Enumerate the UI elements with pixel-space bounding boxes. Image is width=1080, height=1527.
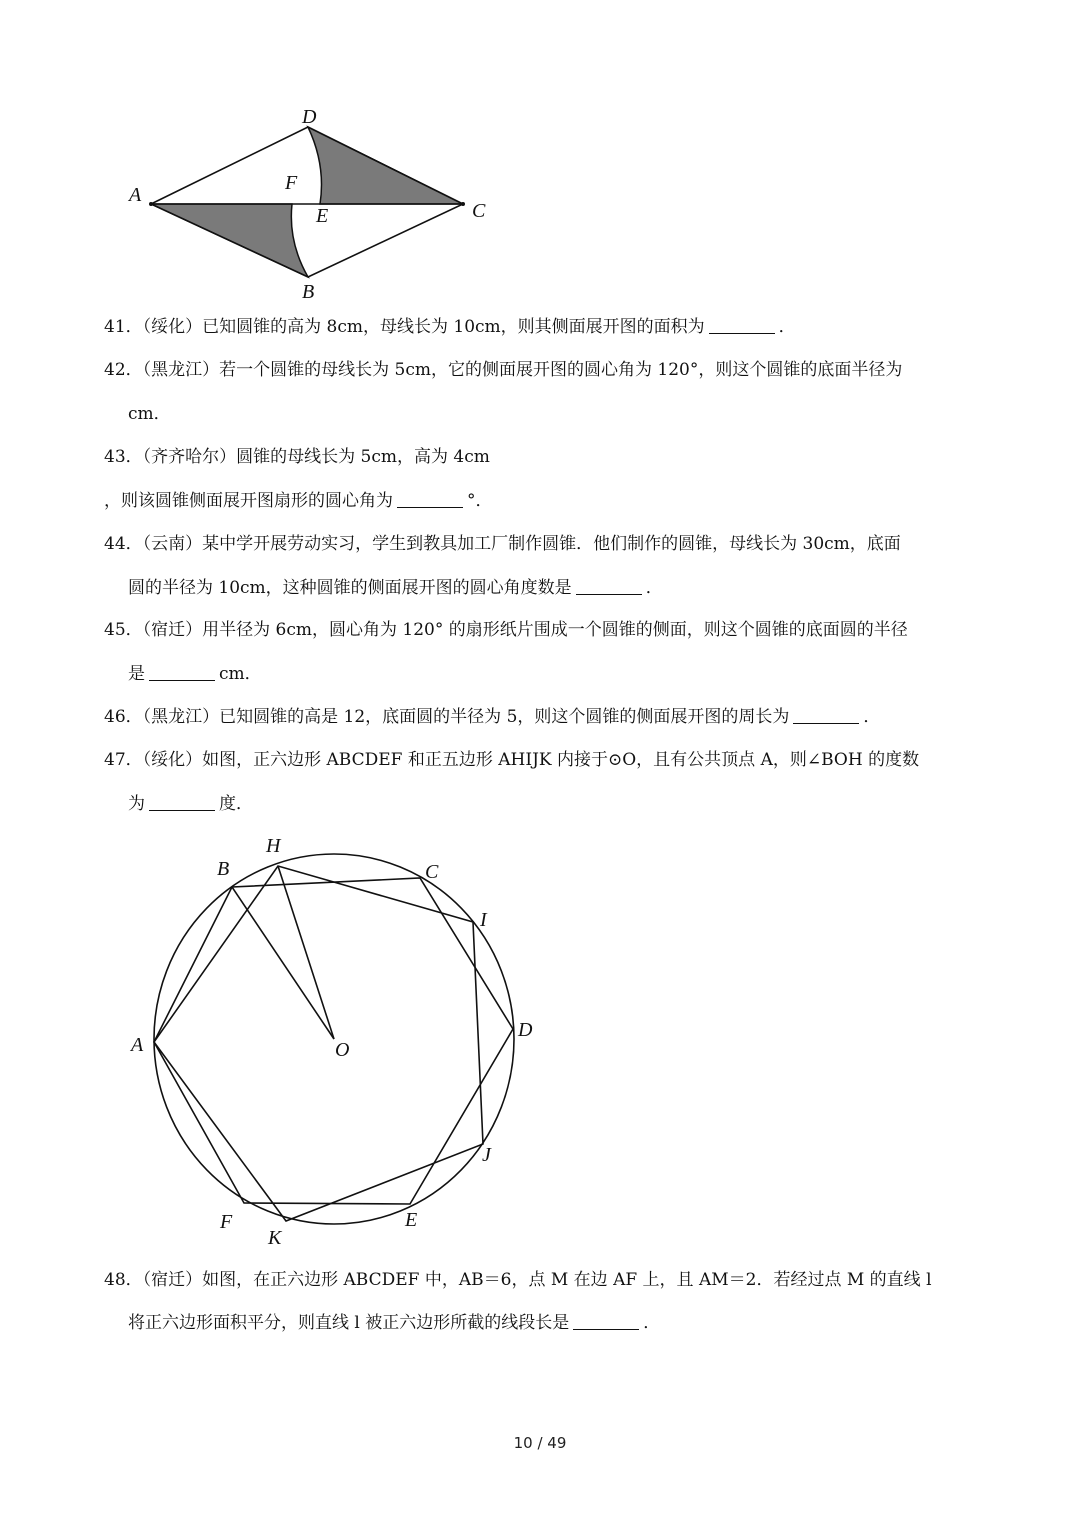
question-48-cont <box>128 1311 660 1335</box>
label-o: O <box>335 1039 350 1061</box>
q41-text: 41．（绥化）已知圆锥的高为 8cm，母线长为 10cm，则其侧面展开图的面积为 <box>104 317 705 337</box>
question-45: 45．（宿迁）用半径为 6cm，圆心角为 120° 的扇形纸片围成一个圆锥的侧面，则这个圆锥的底面圆的半径 <box>104 620 908 640</box>
label-e2: E <box>405 1209 418 1231</box>
segment-bo <box>232 887 334 1039</box>
label-b: B <box>302 281 315 303</box>
question-44: 44．（云南）某中学开展劳动实习，学生到教具加工厂制作圆锥．他们制作的圆锥，母线长为 30cm，底面 <box>104 534 901 554</box>
q45-end: cm． <box>219 664 262 684</box>
label-e: E <box>316 205 329 227</box>
q46-text: 46．（黑龙江）已知圆锥的高是 12，底面圆的半径为 5，则这个圆锥的侧面展开图的周长为 <box>104 707 790 727</box>
q48-end: ． <box>643 1313 661 1333</box>
question-47: 47．（绥化）如图，正六边形 ABCDEF 和正五边形 AHIJK 内接于⊙O，且有公共顶点 A，则∠BOH 的度数 <box>104 750 920 770</box>
circle-polygon-figure <box>120 828 550 1253</box>
label-c2: C <box>425 861 439 883</box>
question-47-cont <box>128 792 253 816</box>
q47-text: 为 <box>128 794 145 814</box>
question-41 <box>104 315 796 339</box>
label-b2: B <box>217 858 230 880</box>
question-45-cont <box>128 662 262 686</box>
label-d: D <box>302 106 317 128</box>
pentagon-ahijk <box>154 866 483 1221</box>
q43-answer-blank <box>397 491 463 508</box>
label-a2: A <box>131 1034 144 1056</box>
q44-text: 圆的半径为 10cm，这种圆锥的侧面展开图的圆心角度数是 <box>128 578 572 598</box>
question-42-cont: cm． <box>128 404 171 424</box>
label-j: J <box>482 1144 491 1166</box>
q41-end: ． <box>778 317 796 337</box>
question-43-cont <box>104 489 493 513</box>
label-c: C <box>472 200 486 222</box>
segment-ho <box>278 866 334 1039</box>
q46-end: ． <box>863 707 881 727</box>
q48-text: 将正六边形面积平分，则直线 l 被正六边形所截的线段长是 <box>128 1313 570 1333</box>
q47-end: 度． <box>219 794 253 814</box>
question-42: 42．（黑龙江）若一个圆锥的母线长为 5cm，它的侧面展开图的圆心角为 120°，则这个圆锥的底面半径为 <box>104 360 903 380</box>
label-i: I <box>480 909 487 931</box>
question-46 <box>104 705 880 729</box>
hexagon-abcdef <box>154 878 513 1204</box>
label-k: K <box>268 1227 282 1249</box>
question-44-cont <box>128 576 663 600</box>
label-d2: D <box>518 1019 533 1041</box>
q43-end: °． <box>467 491 493 511</box>
q41-answer-blank <box>709 317 775 334</box>
question-43: 43．（齐齐哈尔）圆锥的母线长为 5cm，高为 4cm <box>104 447 490 467</box>
question-48: 48．（宿迁）如图，在正六边形 ABCDEF 中，AB＝6，点 M 在边 AF 上，且 AM＝2．若经过点 M 的直线 l <box>104 1270 932 1290</box>
point-c <box>461 202 465 206</box>
q47-answer-blank <box>149 794 215 811</box>
q43-text: ，则该圆锥侧面展开图扇形的圆心角为 <box>104 491 393 511</box>
q45-text: 是 <box>128 664 145 684</box>
rhombus-figure <box>120 100 500 305</box>
q44-end: ． <box>645 578 663 598</box>
label-f2: F <box>220 1211 233 1233</box>
q45-answer-blank <box>149 664 215 681</box>
label-h: H <box>266 835 281 857</box>
label-a: A <box>129 184 142 206</box>
q46-answer-blank <box>793 707 859 724</box>
q48-answer-blank <box>573 1313 639 1330</box>
page-number: 10 / 49 <box>513 1434 567 1452</box>
point-a <box>149 202 153 206</box>
label-f: F <box>285 172 298 194</box>
q44-answer-blank <box>576 578 642 595</box>
